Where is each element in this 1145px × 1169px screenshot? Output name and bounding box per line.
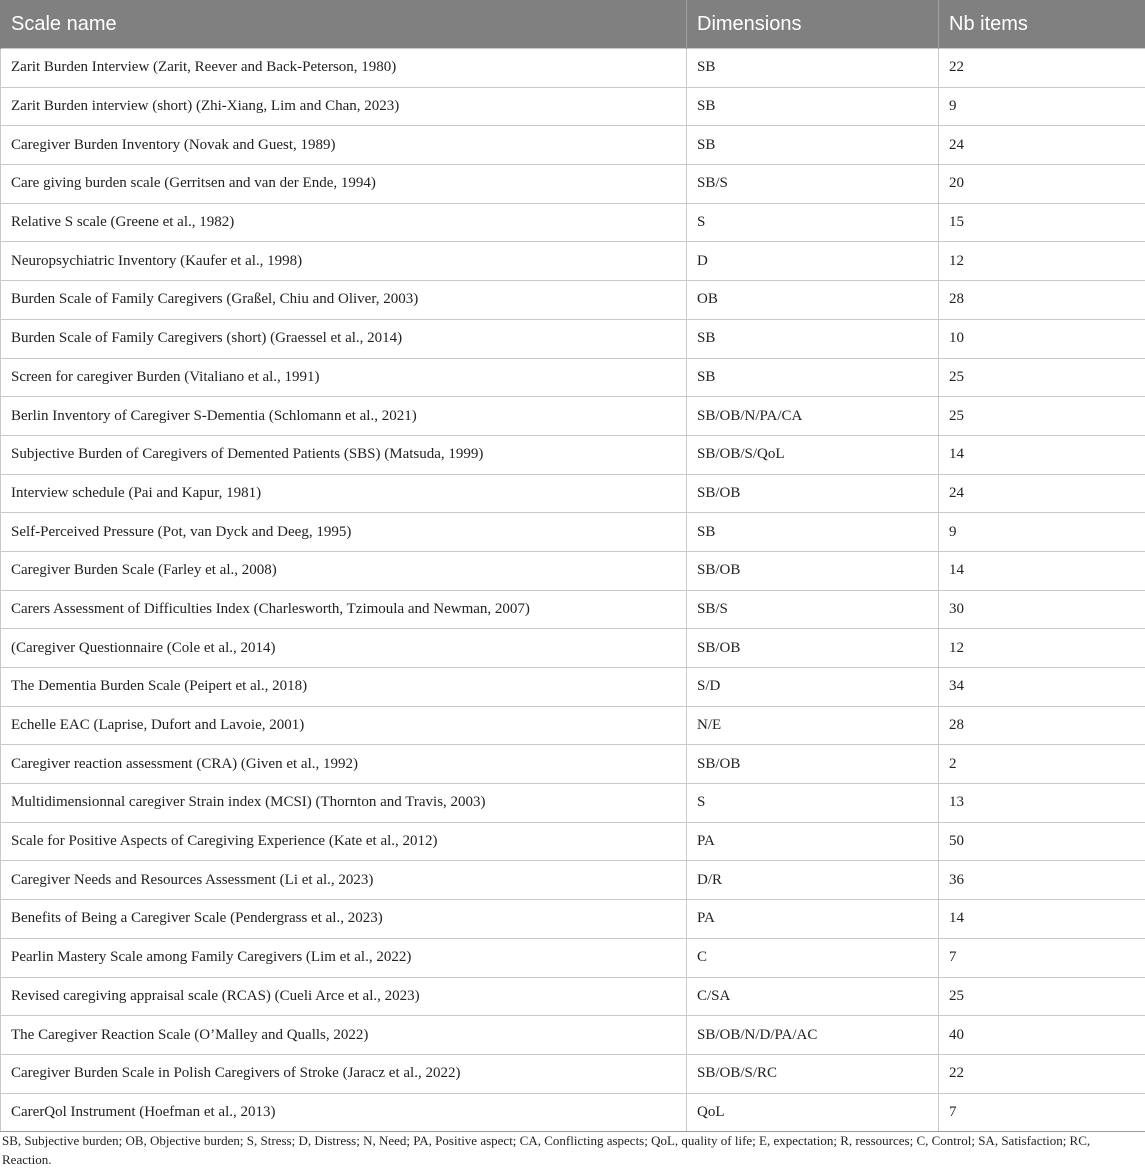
table-row xyxy=(1,358,1145,397)
dimensions-cell: C xyxy=(687,938,939,977)
nb-items-cell: 14 xyxy=(939,551,1145,590)
dimensions-cell: SB xyxy=(687,87,939,126)
nb-items-cell: 14 xyxy=(939,900,1145,939)
nb-items-cell: 9 xyxy=(939,87,1145,126)
dimensions-cell: SB/OB/N/PA/CA xyxy=(687,397,939,436)
table-row xyxy=(1,590,1145,629)
table-row xyxy=(1,668,1145,707)
dimensions-cell: S/D xyxy=(687,668,939,707)
dimensions-cell: D/R xyxy=(687,861,939,900)
column-header-nb-items: Nb items xyxy=(939,0,1145,49)
dimensions-cell: SB xyxy=(687,513,939,552)
table-header xyxy=(1,0,1145,49)
dimensions-cell: OB xyxy=(687,281,939,320)
table-row xyxy=(1,242,1145,281)
dimensions-cell: S xyxy=(687,784,939,823)
dimensions-cell: SB xyxy=(687,49,939,88)
header-row xyxy=(1,0,1145,49)
table-row xyxy=(1,706,1145,745)
dimensions-cell: SB/OB xyxy=(687,474,939,513)
table-row xyxy=(1,281,1145,320)
nb-items-cell: 9 xyxy=(939,513,1145,552)
table-row xyxy=(1,513,1145,552)
table-row xyxy=(1,977,1145,1016)
table-row xyxy=(1,784,1145,823)
scale-name-cell: Subjective Burden of Caregivers of Demented Patients (SBS) (Matsuda, 1999) xyxy=(1,435,687,474)
scale-name-cell: Multidimensionnal caregiver Strain index (MCSI) (Thornton and Travis, 2003) xyxy=(1,784,687,823)
table-row xyxy=(1,1016,1145,1055)
nb-items-cell: 7 xyxy=(939,1093,1145,1132)
scale-name-cell: Caregiver Burden Inventory (Novak and Guest, 1989) xyxy=(1,126,687,165)
nb-items-cell: 25 xyxy=(939,977,1145,1016)
table-footnote: SB, Subjective burden; OB, Objective burden; S, Stress; D, Distress; N, Need; PA, Positive aspect; CA, Conflicting aspects; QoL, quality of life; E, expectation; R, ressources; C, Control; SA, Satisfaction; RC, Reaction. xyxy=(2,1133,1091,1167)
dimensions-cell: SB xyxy=(687,358,939,397)
scale-name-cell: Interview schedule (Pai and Kapur, 1981) xyxy=(1,474,687,513)
nb-items-cell: 14 xyxy=(939,435,1145,474)
table-row xyxy=(1,165,1145,204)
table-row xyxy=(1,397,1145,436)
scale-name-cell: The Caregiver Reaction Scale (O’Malley and Qualls, 2022) xyxy=(1,1016,687,1055)
table-row xyxy=(1,551,1145,590)
scale-name-cell: Caregiver Needs and Resources Assessment (Li et al., 2023) xyxy=(1,861,687,900)
dimensions-cell: SB xyxy=(687,126,939,165)
dimensions-cell: C/SA xyxy=(687,977,939,1016)
nb-items-cell: 30 xyxy=(939,590,1145,629)
dimensions-cell: PA xyxy=(687,900,939,939)
dimensions-cell: SB/OB xyxy=(687,745,939,784)
scale-name-cell: Berlin Inventory of Caregiver S-Dementia (Schlomann et al., 2021) xyxy=(1,397,687,436)
scale-name-cell: Neuropsychiatric Inventory (Kaufer et al., 1998) xyxy=(1,242,687,281)
nb-items-cell: 13 xyxy=(939,784,1145,823)
nb-items-cell: 50 xyxy=(939,822,1145,861)
table-row xyxy=(1,745,1145,784)
scale-name-cell: Screen for caregiver Burden (Vitaliano et al., 1991) xyxy=(1,358,687,397)
scale-name-cell: Caregiver Burden Scale in Polish Caregivers of Stroke (Jaracz et al., 2022) xyxy=(1,1054,687,1093)
nb-items-cell: 10 xyxy=(939,319,1145,358)
dimensions-cell: SB/S xyxy=(687,165,939,204)
scale-name-cell: Carers Assessment of Difficulties Index (Charlesworth, Tzimoula and Newman, 2007) xyxy=(1,590,687,629)
nb-items-cell: 2 xyxy=(939,745,1145,784)
scale-name-cell: Revised caregiving appraisal scale (RCAS) (Cueli Arce et al., 2023) xyxy=(1,977,687,1016)
dimensions-cell: SB/S xyxy=(687,590,939,629)
table-row xyxy=(1,1054,1145,1093)
table-row xyxy=(1,822,1145,861)
dimensions-cell: PA xyxy=(687,822,939,861)
nb-items-cell: 22 xyxy=(939,49,1145,88)
table-row xyxy=(1,319,1145,358)
nb-items-cell: 40 xyxy=(939,1016,1145,1055)
scale-name-cell: (Caregiver Questionnaire (Cole et al., 2014) xyxy=(1,629,687,668)
nb-items-cell: 36 xyxy=(939,861,1145,900)
scale-name-cell: Relative S scale (Greene et al., 1982) xyxy=(1,203,687,242)
nb-items-cell: 22 xyxy=(939,1054,1145,1093)
scale-name-cell: Burden Scale of Family Caregivers (Graßel, Chiu and Oliver, 2003) xyxy=(1,281,687,320)
dimensions-cell: N/E xyxy=(687,706,939,745)
nb-items-cell: 15 xyxy=(939,203,1145,242)
table-row xyxy=(1,938,1145,977)
scale-name-cell: Zarit Burden Interview (Zarit, Reever and Back-Peterson, 1980) xyxy=(1,49,687,88)
scale-name-cell: Caregiver Burden Scale (Farley et al., 2008) xyxy=(1,551,687,590)
table-row xyxy=(1,474,1145,513)
nb-items-cell: 28 xyxy=(939,706,1145,745)
scale-name-cell: Pearlin Mastery Scale among Family Caregivers (Lim et al., 2022) xyxy=(1,938,687,977)
dimensions-cell: SB/OB xyxy=(687,551,939,590)
nb-items-cell: 34 xyxy=(939,668,1145,707)
dimensions-cell: SB/OB/N/D/PA/AC xyxy=(687,1016,939,1055)
table-row xyxy=(1,435,1145,474)
table-body xyxy=(1,49,1145,1132)
scale-name-cell: Echelle EAC (Laprise, Dufort and Lavoie, 2001) xyxy=(1,706,687,745)
nb-items-cell: 24 xyxy=(939,126,1145,165)
dimensions-cell: SB xyxy=(687,319,939,358)
nb-items-cell: 12 xyxy=(939,242,1145,281)
dimensions-cell: D xyxy=(687,242,939,281)
table-row xyxy=(1,861,1145,900)
table-row xyxy=(1,49,1145,88)
nb-items-cell: 7 xyxy=(939,938,1145,977)
nb-items-cell: 24 xyxy=(939,474,1145,513)
dimensions-cell: SB/OB/S/QoL xyxy=(687,435,939,474)
dimensions-cell: SB/OB/S/RC xyxy=(687,1054,939,1093)
scale-name-cell: The Dementia Burden Scale (Peipert et al., 2018) xyxy=(1,668,687,707)
nb-items-cell: 12 xyxy=(939,629,1145,668)
nb-items-cell: 25 xyxy=(939,397,1145,436)
dimensions-cell: S xyxy=(687,203,939,242)
table-row xyxy=(1,629,1145,668)
dimensions-cell: QoL xyxy=(687,1093,939,1132)
nb-items-cell: 20 xyxy=(939,165,1145,204)
column-header-scale-name: Scale name xyxy=(1,0,687,49)
scale-name-cell: Self-Perceived Pressure (Pot, van Dyck and Deeg, 1995) xyxy=(1,513,687,552)
nb-items-cell: 28 xyxy=(939,281,1145,320)
column-header-dimensions: Dimensions xyxy=(687,0,939,49)
table-row xyxy=(1,203,1145,242)
scale-name-cell: Caregiver reaction assessment (CRA) (Given et al., 1992) xyxy=(1,745,687,784)
scale-name-cell: Burden Scale of Family Caregivers (short) (Graessel et al., 2014) xyxy=(1,319,687,358)
table-row xyxy=(1,87,1145,126)
scale-name-cell: CarerQol Instrument (Hoefman et al., 2013) xyxy=(1,1093,687,1132)
scale-name-cell: Benefits of Being a Caregiver Scale (Pendergrass et al., 2023) xyxy=(1,900,687,939)
table-row xyxy=(1,126,1145,165)
table-row xyxy=(1,900,1145,939)
dimensions-cell: SB/OB xyxy=(687,629,939,668)
scale-name-cell: Care giving burden scale (Gerritsen and van der Ende, 1994) xyxy=(1,165,687,204)
table-row xyxy=(1,1093,1145,1132)
scale-name-cell: Scale for Positive Aspects of Caregiving Experience (Kate et al., 2012) xyxy=(1,822,687,861)
scale-name-cell: Zarit Burden interview (short) (Zhi-Xiang, Lim and Chan, 2023) xyxy=(1,87,687,126)
nb-items-cell: 25 xyxy=(939,358,1145,397)
